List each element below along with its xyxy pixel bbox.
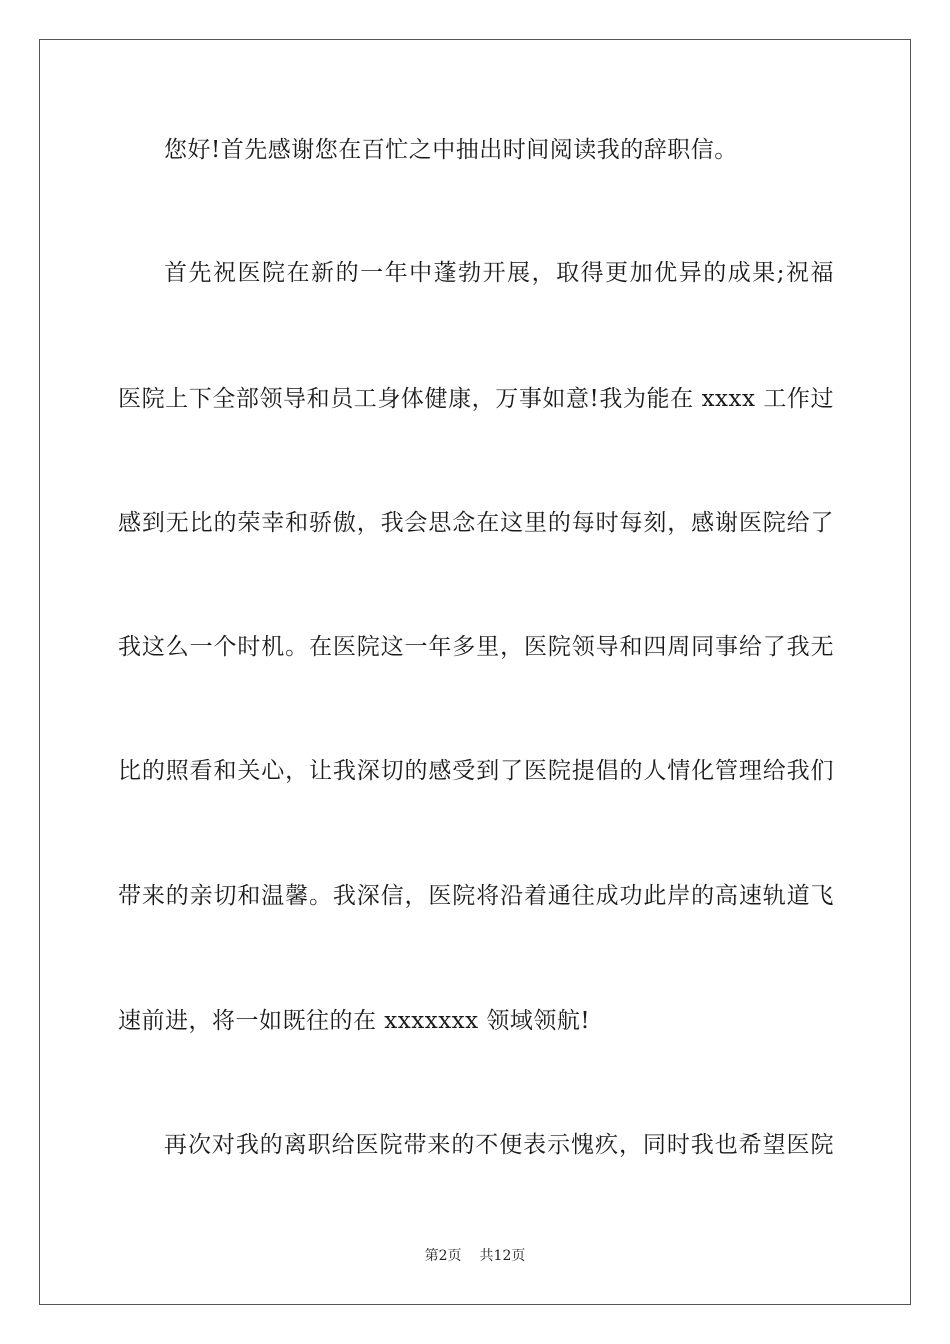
paragraph-line: 带来的亲切和温馨。我深信，医院将沿着通往成功此岸的高速轨道飞 bbox=[118, 883, 834, 909]
paragraph-line: 我这么一个时机。在医院这一年多里，医院领导和四周同事给了我无 bbox=[118, 634, 834, 660]
page-total: 共12页 bbox=[479, 1248, 526, 1264]
paragraph-line: 速前进，将一如既往的在 xxxxxxx 领域领航! bbox=[118, 1008, 591, 1034]
paragraph-line: 再次对我的离职给医院带来的不便表示愧疚，同时我也希望医院 bbox=[164, 1132, 834, 1158]
paragraph-line: 比的照看和关心，让我深切的感受到了医院提倡的人情化管理给我们 bbox=[118, 758, 834, 784]
page-number: 第2页 bbox=[424, 1248, 462, 1264]
paragraph-line: 感到无比的荣幸和骄傲，我会思念在这里的每时每刻，感谢医院给了 bbox=[118, 510, 834, 536]
paragraph-greeting: 您好!首先感谢您在百忙之中抽出时间阅读我的辞职信。 bbox=[164, 137, 738, 163]
page-border bbox=[39, 39, 911, 1305]
page-footer bbox=[0, 1246, 950, 1266]
paragraph-line: 首先祝医院在新的一年中蓬勃开展，取得更加优异的成果;祝福 bbox=[164, 260, 834, 286]
paragraph-line: 医院上下全部领导和员工身体健康，万事如意!我为能在 xxxx 工作过 bbox=[118, 386, 834, 412]
